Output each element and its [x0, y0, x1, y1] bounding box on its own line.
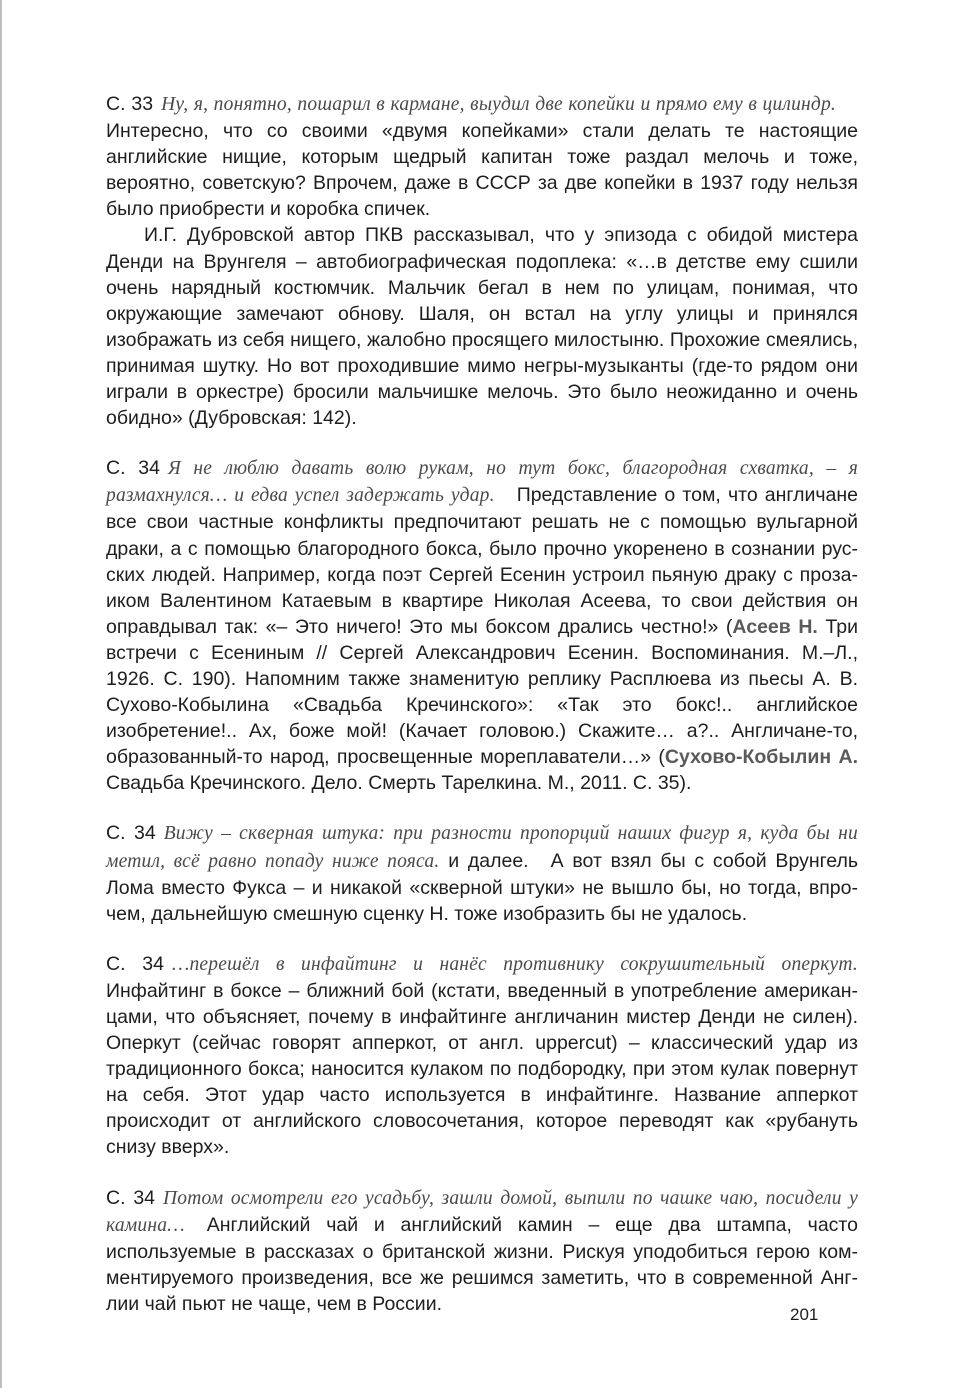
source-author: Асеев Н.	[732, 615, 818, 638]
page-number: 201	[790, 1305, 819, 1324]
entry-paragraph-continued	[106, 222, 858, 431]
commentary-text: Представление о том, что англичане все свои частные конфликты предпочитают решать не с помощью вульгарной драки, а с помощью благородного бокса, было прочно укоренено в сознании русских людей. Например, когда поэт Сергей Есенин устроил пьяную драку с прозаиком Валентином Катаевым в квартире Николая Асеева, то свои действия он оправдывал так: «– Это ничего! Это мы боксом дрались честно!» (	[106, 484, 858, 638]
commentary-text: Интересно, что со своими «двумя копейками» стали делать те настоящие английские нищие, которым щедрый капитан тоже раздал мелочь и тоже, вероятно, советскую? Впрочем, даже в СССР за две копейки в 1937 году нельзя было приобрести и коробка спичек.	[106, 120, 858, 221]
entry-paragraph	[106, 1185, 858, 1317]
commentary-entry-5	[106, 1185, 858, 1317]
entry-paragraph	[106, 91, 858, 222]
page-reference: С. 34	[106, 457, 160, 480]
quoted-text: Потом осмотрели его усадьбу, зашли домой, выпили по чашке чаю, посидели у камина…	[106, 1187, 859, 1236]
page-edge-line	[0, 0, 2, 1388]
commentary-text: и далее.	[448, 849, 529, 872]
commentary-entry-1	[106, 91, 858, 431]
entry-paragraph	[106, 455, 858, 796]
commentary-text: Три встречи с Есениным // Сергей Александрович Есенин. Воспоминания. М.–Л., 1926. С. 190). Напомним также знаменитую реплику Расплюева из пьесы А. В. Сухово-Кобылина «Свадьба Кречинского»: «Так это бокс!.. английское изобретение!.. Ах, боже мой! (Качает головою.) Скажите… а?.. Англичане-то, образованный-то народ, просвещенные мореплаватели…» (	[106, 615, 858, 769]
page-reference: С. 34	[106, 952, 164, 975]
quoted-text: Я не люблю давать волю рукам, но тут бокс, благородная схватка, – я размахнулся… и едва успел задержать удар.	[106, 458, 859, 507]
commentary-entry-3	[106, 820, 858, 926]
commentary-entry-4	[106, 951, 858, 1161]
entry-paragraph	[106, 820, 858, 926]
commentary-text: А вот взял бы с собой Врунгель Лома вместо Фукса – и никакой «скверной штуки» не вышло бы, но тогда, впрочем, дальнейшую смешную сценку Н. тоже изобразить бы не удалось.	[106, 849, 859, 925]
source-author: Сухово-Кобылин А.	[664, 746, 858, 769]
page-reference: С. 34	[106, 1186, 156, 1209]
commentary-entry-2	[106, 455, 858, 796]
quoted-text: …перешёл в инфайтинг и нанёс противнику сокрушительный оперкут.	[171, 953, 858, 975]
quoted-text: Ну, я, понятно, пошарил в кармане, выудил две копейки и прямо ему в цилиндр.	[161, 94, 837, 115]
page-body	[106, 91, 858, 1341]
commentary-text: Инфайтинг в боксе – ближний бой (кстати, введенный в употребление американцами, что объясняет, почему в инфайтинге англичанин мистер Денди не силен). Оперкут (сейчас говорят апперкот, от англ. uppercut) – классический удар из традиционного бокса; наносится кулаком по подбородку, при этом кулак повернут на себя. Этот удар часто используется в инфайтинге. Название апперкот происходит от английского словосочетания, которое переводят как «рубануть снизу вверх».	[106, 979, 858, 1159]
commentary-text: Свадьба Кречинского. Дело. Смерть Тарелкина. М., 2011. С. 35).	[106, 772, 692, 795]
commentary-text: И.Г. Дубровской автор ПКВ рассказывал, что у эпизода с обидой мистера Денди на Врунгеля – автобиографическая подоплека: «…в детстве ему сшили очень нарядный костюмчик. Мальчик бегал в нем по улицам, понимая, что окружающие замечают обнову. Шаля, он встал на углу улицы и принялся изображать из себя нищего, жалобно просящего милостыню. Прохожие смеялись, принимая шутку. Но вот проходившие мимо негры-музыканты (где-то рядом они играли в оркестре) бросили мальчишке мелочь. Это было неожиданно и очень обидно» (Дубровская: 142).	[106, 224, 858, 430]
entry-paragraph	[106, 951, 858, 1161]
quoted-text: Вижу – скверная штука: при разности пропорций наших фигур я, куда бы ни метил, всё равно попаду ниже пояса.	[106, 823, 858, 872]
page-reference: С. 33	[106, 93, 154, 115]
commentary-text: Английский чай и английский камин – еще два штампа, часто используемые в рассказах о британской жизни. Рискуя уподобиться герою комментируемого произведения, все же решимся заметить, что в современной Англии чай пьют не чаще, чем в России.	[106, 1213, 858, 1315]
page-reference: С. 34	[106, 822, 156, 845]
